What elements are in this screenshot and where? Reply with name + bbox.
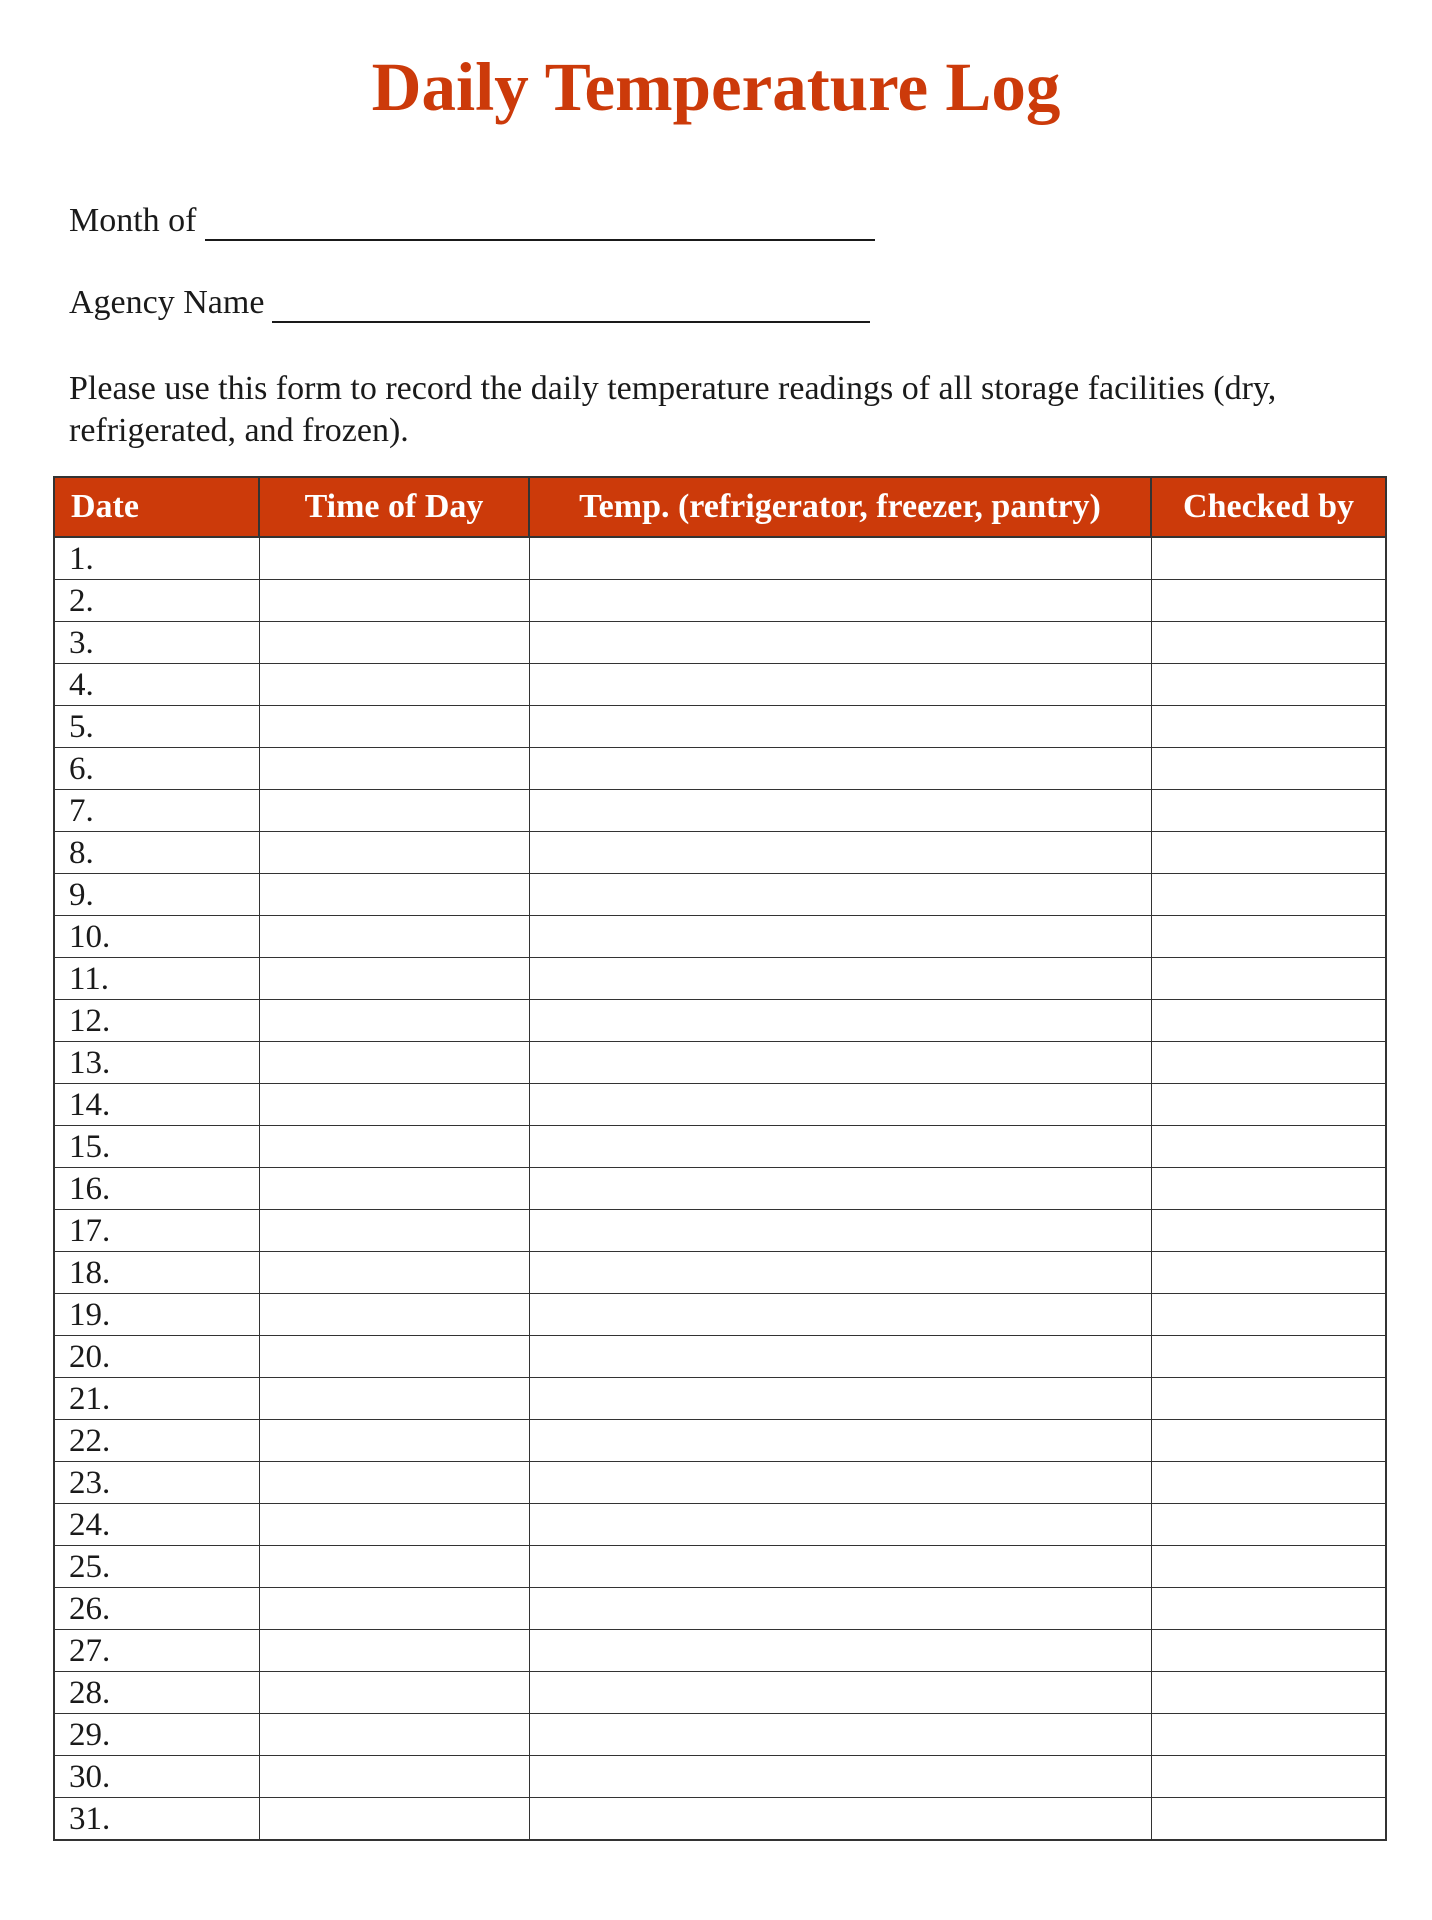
date-cell: 2. (54, 580, 259, 622)
checked-by-cell[interactable] (1151, 1504, 1386, 1546)
date-cell: 17. (54, 1210, 259, 1252)
time-of-day-cell[interactable] (259, 1294, 529, 1336)
temp-cell[interactable] (529, 1042, 1151, 1084)
table-row (54, 1714, 1386, 1756)
temp-cell[interactable] (529, 1378, 1151, 1420)
time-of-day-cell[interactable] (259, 580, 529, 622)
date-cell: 10. (54, 916, 259, 958)
date-cell: 16. (54, 1168, 259, 1210)
date-cell: 3. (54, 622, 259, 664)
time-of-day-cell[interactable] (259, 790, 529, 832)
temp-cell[interactable] (529, 748, 1151, 790)
checked-by-cell[interactable] (1151, 1378, 1386, 1420)
time-of-day-cell[interactable] (259, 1756, 529, 1798)
temp-cell[interactable] (529, 664, 1151, 706)
table-row (54, 748, 1386, 790)
temp-cell[interactable] (529, 1546, 1151, 1588)
table-row (54, 1798, 1386, 1841)
date-cell: 18. (54, 1252, 259, 1294)
table-row (54, 706, 1386, 748)
checked-by-cell[interactable] (1151, 664, 1386, 706)
time-of-day-cell[interactable] (259, 1000, 529, 1042)
agency-label: Agency Name (69, 284, 265, 321)
temp-cell[interactable] (529, 1084, 1151, 1126)
agency-input-line[interactable] (272, 289, 870, 323)
checked-by-cell[interactable] (1151, 1588, 1386, 1630)
time-of-day-cell[interactable] (259, 1126, 529, 1168)
table-row (54, 580, 1386, 622)
temp-cell[interactable] (529, 1000, 1151, 1042)
date-cell: 7. (54, 790, 259, 832)
temp-cell[interactable] (529, 622, 1151, 664)
table-row (54, 1672, 1386, 1714)
table-row (54, 537, 1386, 580)
table-row (54, 1504, 1386, 1546)
time-of-day-cell[interactable] (259, 1336, 529, 1378)
temp-cell[interactable] (529, 1462, 1151, 1504)
date-cell: 22. (54, 1420, 259, 1462)
date-cell: 30. (54, 1756, 259, 1798)
temp-cell[interactable] (529, 1630, 1151, 1672)
checked-by-cell[interactable] (1151, 1084, 1386, 1126)
date-cell: 8. (54, 832, 259, 874)
temp-cell[interactable] (529, 1420, 1151, 1462)
checked-by-cell[interactable] (1151, 1336, 1386, 1378)
time-of-day-cell[interactable] (259, 706, 529, 748)
checked-by-cell[interactable] (1151, 1126, 1386, 1168)
temp-cell[interactable] (529, 958, 1151, 1000)
temp-cell[interactable] (529, 706, 1151, 748)
instructions-text: Please use this form to record the daily temperature readings of all storage facilities (dry, refrigerated, and frozen). (69, 370, 1277, 449)
checked-by-cell[interactable] (1151, 1798, 1386, 1841)
temp-cell[interactable] (529, 537, 1151, 580)
agency-field (69, 283, 870, 323)
checked-by-cell[interactable] (1151, 622, 1386, 664)
time-of-day-cell[interactable] (259, 1504, 529, 1546)
temp-cell[interactable] (529, 1756, 1151, 1798)
date-cell: 21. (54, 1378, 259, 1420)
temp-cell[interactable] (529, 1336, 1151, 1378)
table-row (54, 1756, 1386, 1798)
month-label: Month of (69, 202, 197, 239)
date-cell: 19. (54, 1294, 259, 1336)
time-of-day-cell[interactable] (259, 1672, 529, 1714)
table-row (54, 1294, 1386, 1336)
time-of-day-cell[interactable] (259, 916, 529, 958)
checked-by-cell[interactable] (1151, 790, 1386, 832)
header-temp: Temp. (refrigerator, freezer, pantry) (529, 477, 1151, 537)
table-body (54, 537, 1386, 1840)
temp-cell[interactable] (529, 1588, 1151, 1630)
checked-by-cell[interactable] (1151, 1546, 1386, 1588)
table-row (54, 1378, 1386, 1420)
table-header-row (54, 477, 1386, 537)
date-cell: 1. (54, 537, 259, 580)
temp-cell[interactable] (529, 1294, 1151, 1336)
temp-cell[interactable] (529, 1210, 1151, 1252)
temp-cell[interactable] (529, 1252, 1151, 1294)
date-cell: 27. (54, 1630, 259, 1672)
table-row (54, 1168, 1386, 1210)
date-cell: 20. (54, 1336, 259, 1378)
date-cell: 12. (54, 1000, 259, 1042)
checked-by-cell[interactable] (1151, 580, 1386, 622)
checked-by-cell[interactable] (1151, 1210, 1386, 1252)
table-row (54, 1084, 1386, 1126)
table-row (54, 790, 1386, 832)
table-row (54, 958, 1386, 1000)
temp-cell[interactable] (529, 1168, 1151, 1210)
checked-by-cell[interactable] (1151, 1000, 1386, 1042)
date-cell: 25. (54, 1546, 259, 1588)
checked-by-cell[interactable] (1151, 1756, 1386, 1798)
table-row (54, 1210, 1386, 1252)
temp-cell[interactable] (529, 916, 1151, 958)
header-time-of-day: Time of Day (259, 477, 529, 537)
time-of-day-cell[interactable] (259, 1798, 529, 1841)
table-row (54, 916, 1386, 958)
checked-by-cell[interactable] (1151, 1630, 1386, 1672)
time-of-day-cell[interactable] (259, 1084, 529, 1126)
date-cell: 13. (54, 1042, 259, 1084)
time-of-day-cell[interactable] (259, 958, 529, 1000)
time-of-day-cell[interactable] (259, 1714, 529, 1756)
temp-cell[interactable] (529, 874, 1151, 916)
time-of-day-cell[interactable] (259, 622, 529, 664)
table-row (54, 1252, 1386, 1294)
date-cell: 15. (54, 1126, 259, 1168)
date-cell: 23. (54, 1462, 259, 1504)
time-of-day-cell[interactable] (259, 537, 529, 580)
table-row (54, 874, 1386, 916)
checked-by-cell[interactable] (1151, 1672, 1386, 1714)
table-row (54, 664, 1386, 706)
time-of-day-cell[interactable] (259, 1168, 529, 1210)
date-cell: 11. (54, 958, 259, 1000)
date-cell: 28. (54, 1672, 259, 1714)
temp-cell[interactable] (529, 1126, 1151, 1168)
month-input-line[interactable] (205, 207, 875, 241)
table-row (54, 1588, 1386, 1630)
checked-by-cell[interactable] (1151, 1420, 1386, 1462)
table-row (54, 1630, 1386, 1672)
header-date: Date (54, 477, 259, 537)
table-row (54, 1462, 1386, 1504)
date-cell: 31. (54, 1798, 259, 1841)
table-row (54, 622, 1386, 664)
date-cell: 5. (54, 706, 259, 748)
page-title: Daily Temperature Log (371, 49, 1061, 125)
temp-cell[interactable] (529, 1798, 1151, 1841)
table-row (54, 1546, 1386, 1588)
checked-by-cell[interactable] (1151, 1168, 1386, 1210)
table-row (54, 1126, 1386, 1168)
date-cell: 4. (54, 664, 259, 706)
table-row (54, 1042, 1386, 1084)
checked-by-cell[interactable] (1151, 706, 1386, 748)
table-row (54, 1000, 1386, 1042)
temperature-log-table (53, 476, 1387, 1841)
checked-by-cell[interactable] (1151, 1042, 1386, 1084)
time-of-day-cell[interactable] (259, 874, 529, 916)
time-of-day-cell[interactable] (259, 1546, 529, 1588)
table-row (54, 1420, 1386, 1462)
checked-by-cell[interactable] (1151, 1462, 1386, 1504)
time-of-day-cell[interactable] (259, 748, 529, 790)
time-of-day-cell[interactable] (259, 1042, 529, 1084)
time-of-day-cell[interactable] (259, 1210, 529, 1252)
checked-by-cell[interactable] (1151, 958, 1386, 1000)
temp-cell[interactable] (529, 1714, 1151, 1756)
time-of-day-cell[interactable] (259, 1378, 529, 1420)
checked-by-cell[interactable] (1151, 874, 1386, 916)
table-row (54, 1336, 1386, 1378)
month-field (69, 201, 875, 241)
time-of-day-cell[interactable] (259, 664, 529, 706)
checked-by-cell[interactable] (1151, 916, 1386, 958)
temp-cell[interactable] (529, 832, 1151, 874)
time-of-day-cell[interactable] (259, 1420, 529, 1462)
time-of-day-cell[interactable] (259, 1462, 529, 1504)
header-checked-by: Checked by (1151, 477, 1386, 537)
date-cell: 26. (54, 1588, 259, 1630)
temp-cell[interactable] (529, 790, 1151, 832)
temp-cell[interactable] (529, 1504, 1151, 1546)
date-cell: 6. (54, 748, 259, 790)
checked-by-cell[interactable] (1151, 748, 1386, 790)
checked-by-cell[interactable] (1151, 1294, 1386, 1336)
checked-by-cell[interactable] (1151, 832, 1386, 874)
time-of-day-cell[interactable] (259, 1588, 529, 1630)
temp-cell[interactable] (529, 580, 1151, 622)
date-cell: 9. (54, 874, 259, 916)
time-of-day-cell[interactable] (259, 1630, 529, 1672)
checked-by-cell[interactable] (1151, 1252, 1386, 1294)
temp-cell[interactable] (529, 1672, 1151, 1714)
time-of-day-cell[interactable] (259, 1252, 529, 1294)
time-of-day-cell[interactable] (259, 832, 529, 874)
checked-by-cell[interactable] (1151, 1714, 1386, 1756)
date-cell: 14. (54, 1084, 259, 1126)
date-cell: 29. (54, 1714, 259, 1756)
date-cell: 24. (54, 1504, 259, 1546)
checked-by-cell[interactable] (1151, 537, 1386, 580)
table-row (54, 832, 1386, 874)
